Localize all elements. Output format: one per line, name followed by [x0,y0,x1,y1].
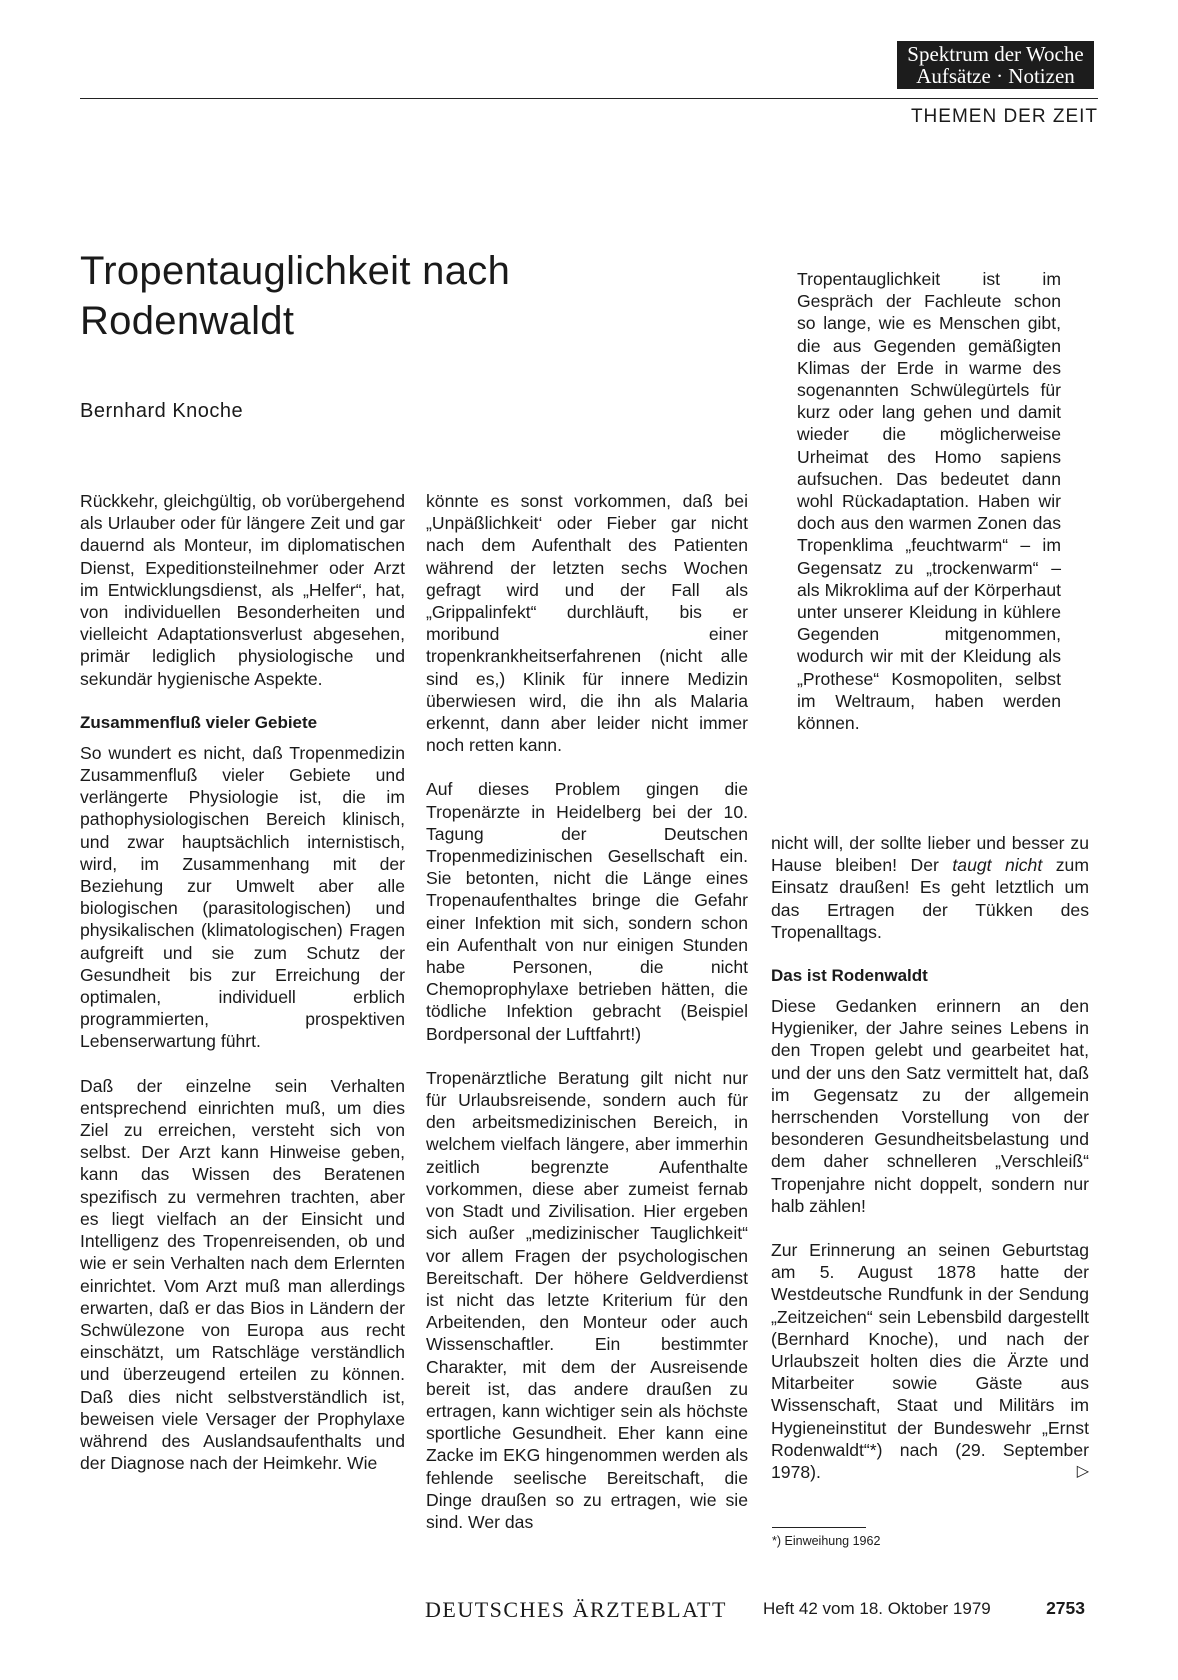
paragraph: Tropenärztliche Beratung gilt nicht nur für Urlaubsreisende, sondern auch für den arbeitsmedizinischen Bereich, in welchem vielfach längere, aber immerhin zeitlich begrenzte Aufenthalte vorkommen, diese aber zumeist fernab von Stadt und Zivilisation. Hier ergeben sich außer „medizinischer Tauglichkeit“ vor allem Fragen der psychologischen Bereitschaft. Der höhere Geldverdienst ist nicht das letzte Kriterium für den Arbeitenden, den Monteur oder auch Wissenschaftler. Ein bestimmter Charakter, mit dem der Ausreisende bereit ist, das andere draußen zu ertragen, kann wichtiger sein als höchste sportliche Gesundheit. Eher kann eine Zacke im EKG hingenommen werden als fehlende seelische Bereitschaft, die Dinge draußen so zu ertragen, wie sie sind. Wer das [426,1067,748,1532]
column-2 [426,490,748,1555]
page-number: 2753 [1046,1598,1085,1618]
subheading: Zusammenfluß vieler Gebiete [80,712,318,732]
footnote-rule [772,1527,866,1528]
subheading: Das ist Rodenwaldt [771,966,928,986]
text-run: Zur Erinnerung an seinen Geburtstag am 5. August 1878 hatte der Westdeutsche Rundfunk in der Sendung „Zeitzeichen“ sein Lebensbild dargestellt (Bernhard Knoche), und nach der Urlaubszeit holten dies die Ärzte und Mitarbeiter sowie Gäste aus Wissenschaft, Staat und Militärs im Hygieneinstitut der Bundeswehr „Ernst Rodenwaldt“*) nach (29. September 1978). [771,1240,1089,1483]
paragraph: So wundert es nicht, daß Tropenmedizin Zusammenfluß vieler Gebiete und verlängerte Physiologie ist, die im pathophysiologischen Bereich klinisch, und zwar hauptsächlich internistisch, wird, im Zusammenhang mit der Beziehung zur Umwelt aber alle biologischen (parasitologischen) und physikalischen (klimatologischen) Fragen aufgreift und sie zum Schutz der Gesundheit bis zur Erreichung der optimalen, individuell erblich programmierten, prospektiven Lebenserwartung führt. [80,742,405,1052]
paragraph [771,1239,1089,1483]
text-run: zum Einsatz draußen! Es geht letztlich um das Ertragen der Tükken des Tropenalltags. [771,855,1089,942]
paragraph: Daß der einzelne sein Verhalten entsprechend einrichten muß, um dies Ziel zu erreichen, versteht sich von selbst. Der Arzt kann Hinweise geben, kann das Wissen des Beratenen spezifisch zu vermehren trachten, aber es liegt vielfach an der Einsicht und Intelligenz des Tropenreisenden, ob und wie er sein Verhalten nach dem Erlernten einrichtet. Vom Arzt muß man allerdings erwarten, daß er das Bios in Ländern der Schwülezone von Europa aus recht einschätzt, um Ratschläge verständlich und überzeugend erteilen zu können. Daß dies nicht selbstverständlich ist, beweisen viele Versager der Prophylaxe während des Auslandsaufenthalts und der Diagnose nach der Heimkehr. Wie [80,1075,405,1474]
footnote: *) Einweihung 1962 [772,1534,881,1548]
page-footer [425,1597,1085,1627]
badge-line-2: Aufsätze · Notizen [916,64,1075,88]
continue-arrow-icon: ▷ [1076,1463,1089,1481]
paragraph: Auf dieses Problem gingen die Tropenärzte in Heidelberg bei der 10. Tagung der Deutschen Tropenmedizinischen Gesellschaft ein. Sie betonten, nicht die Länge eines Tropenaufenthaltes bringe die Gefahr einer Infektion mit sich, sondern schon ein Aufenthalt von nur einigen Stunden habe Personen, die nicht Chemoprophylaxe betrieben hätten, die tödliche Infektion gebracht (Beispiel Bordpersonal der Luftfahrt!) [426,779,748,1044]
paragraph: Diese Gedanken erinnern an den Hygieniker, der Jahre seines Lebens in den Tropen gelebt und gearbeitet hat, und der uns den Satz vermittelt hat, daß im Gegensatz zu der allgemein herrschenden Vorstellung von der besonderen Gesundheitsbelastung und dem daher schnelleren „Verschleiß“ Tropenjahre nicht doppelt, sondern nur halb zählen! [771,996,1089,1216]
paragraph: könnte es sonst vorkommen, daß bei „Unpäßlichkeit‘ oder Fieber gar nicht nach dem Aufenthalt des Patienten während der letzten sechs Wochen gefragt wird und der Fall als „Grippalinfekt“ durchläuft, bis er moribund einer tropenkrankheitserfahrenen (nicht alle sind es,) Klinik für innere Medizin überwiesen wird, die ihn als Malaria erkennt, dann aber leider nicht immer noch retten kann. [426,491,748,756]
text-run: nicht will, der sollte lieber und besser zu Hause bleiben! Der [771,833,1089,876]
paragraph [771,832,1089,943]
article-title: Tropentauglichkeit nach Rodenwaldt [80,249,511,343]
issue-info: Heft 42 vom 18. Oktober 1979 [763,1599,991,1618]
journal-name: DEUTSCHES ÄRZTEBLATT [425,1597,727,1622]
section-label: THEMEN DER ZEIT [910,106,1098,127]
emphasis: taugt nicht [952,855,1043,876]
paragraph: Rückkehr, gleichgültig, ob vorübergehend als Urlauber oder für längere Zeit und gar dauernd als Monteur, im diplomatischen Dienst, Expeditionsteilnehmer oder Arzt im Entwicklungsdienst, als „Helfer“, hat, von individuellen Besonderheiten und vielleicht Adaptationsverlust abgesehen, primär lediglich physiologische und sekundär hygienische Aspekte. [80,491,405,689]
intro-box [797,268,1061,756]
badge-line-1: Spektrum der Woche [907,42,1084,66]
header-rule [80,98,1098,99]
intro-paragraph: Tropentauglichkeit ist im Gespräch der Fachleute schon so lange, wie es Menschen gibt, die aus Gegenden gemäßigten Klimas der Erde in warme des sogenannten Schwülegürtels für kurz oder lang gehen und damit wieder die möglicherweise Urheimat des Homo sapiens aufsuchen. Das bedeutet dann wohl Rückadaptation. Haben wir doch aus den warmen Zonen das Tropenklima „feuchtwarm“ – im Gegensatz zu „trockenwarm“ – als Mikroklima auf der Körperhaut unter unserer Kleidung in kühlere Gegenden mitgenommen, wodurch wir mit der Kleidung als „Prothese“ Kosmopoliten, selbst im Weltraum, haben werden können. [797,269,1061,734]
section-badge [897,41,1094,89]
column-3 [771,832,1089,1505]
article-author: Bernhard Knoche [80,400,244,422]
column-1 [80,490,405,1496]
